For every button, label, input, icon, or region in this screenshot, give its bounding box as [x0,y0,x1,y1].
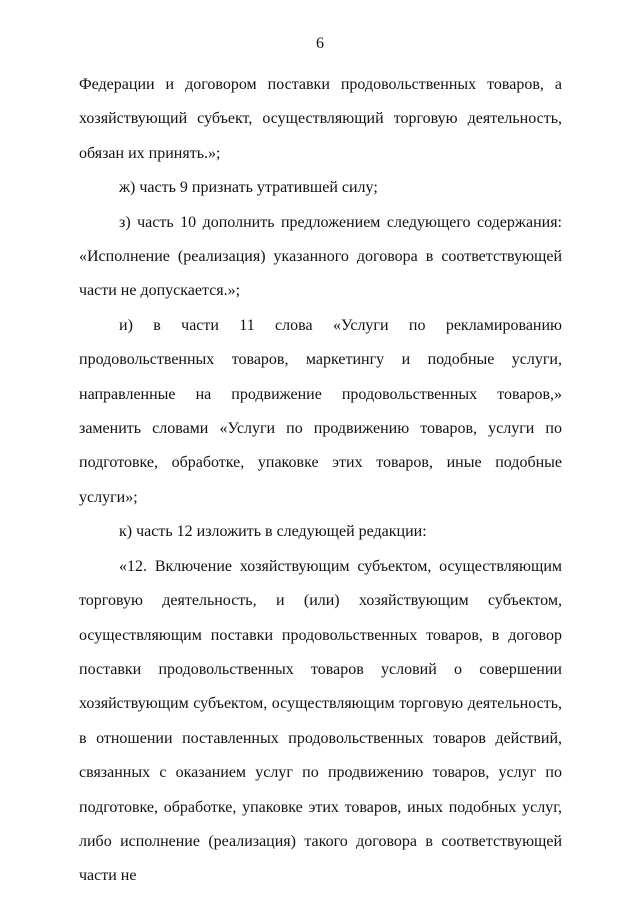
paragraph-part-12: «12. Включение хозяйствующим субъектом, осуществляющим торговую деятельность, и (или) хозяйствующим субъектом, осуществляющим поставки продовольственных товаров, в договор поставки продовольственных товаров условий о совершении хозяйствующим субъектом, осуществляющим торговую деятельность, в отношении поставленных продовольственных товаров действий, связанных с оказанием услуг по продвижению товаров, услуг по подготовке, обработке, упаковке этих товаров, иных подобных услуг, либо исполнение (реализация) такого договора в соответствующей части не [79,557,562,885]
document-body [79,68,562,894]
paragraph-item-i: и) в части 11 слова «Услуги по рекламированию продовольственных товаров, маркетингу и подобные услуги, направленные на продвижение продовольственных товаров,» заменить словами «Услуги по продвижению товаров, услуги по подготовке, обработке, упаковке этих товаров, иные подобные услуги»; [79,316,562,506]
paragraph-item-k: к) часть 12 изложить в следующей редакции: [119,523,427,541]
paragraph-item-zh: ж) часть 9 признать утратившей силу; [119,179,378,197]
paragraph-item-z: з) часть 10 дополнить предложением следующего содержания: «Исполнение (реализация) указанного договора в соответствующей части не допускается.»; [79,213,562,300]
paragraph-continuation: Федерации и договором поставки продовольственных товаров, а хозяйствующий субъект, осуществляющий торговую деятельность, обязан их принять.»; [79,76,562,162]
page-number: 6 [316,35,324,52]
